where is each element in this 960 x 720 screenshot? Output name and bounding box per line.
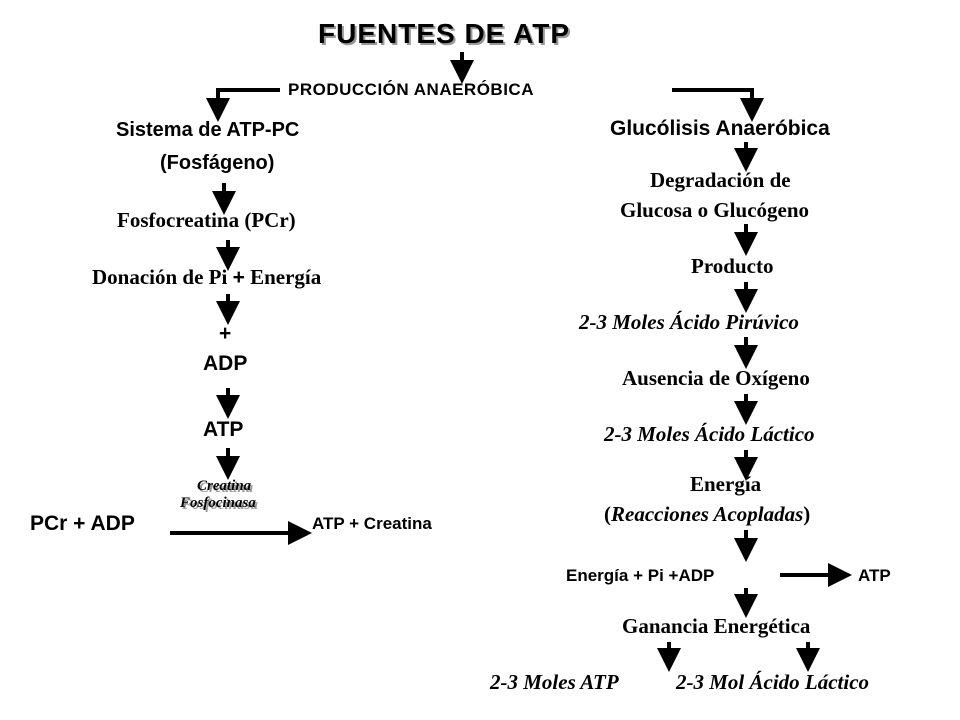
donacion-text: Donación de Pi (92, 265, 233, 289)
left-adp: ADP (203, 352, 248, 375)
donacion-plus: + (232, 266, 245, 289)
right-step-degradacion-1: Degradación de (650, 168, 791, 192)
result-moles-atp: 2-3 Moles ATP (490, 670, 619, 694)
reacciones-text: Reacciones Acopladas (611, 502, 804, 526)
donacion-energia: Energía (244, 265, 322, 289)
reaction-reactants: PCr + ADP (30, 512, 135, 535)
right-reaction-left: Energía + Pi +ADP (566, 566, 715, 585)
right-step-degradacion-2: Glucosa o Glucógeno (620, 198, 810, 222)
reaction-products: ATP + Creatina (312, 514, 432, 533)
enzyme-line2: Fosfocinasa (180, 495, 256, 511)
left-plus: + (219, 322, 232, 345)
right-step-piruvico: 2-3 Moles Ácido Pirúvico (579, 310, 799, 334)
right-step-producto: Producto (691, 254, 774, 278)
arrow-branch-left (218, 90, 280, 110)
subtitle: PRODUCCIÓN ANAERÓBICA (288, 80, 534, 99)
right-header: Glucólisis Anaeróbica (610, 117, 830, 140)
left-step-fosfocreatina: Fosfocreatina (PCr) (117, 208, 296, 232)
right-step-reacciones: (Reacciones Acopladas) (604, 502, 811, 526)
arrow-branch-right (672, 90, 752, 110)
left-atp: ATP (203, 418, 244, 441)
right-step-ausencia-oxigeno: Ausencia de Oxígeno (622, 366, 810, 390)
result-mol-acido-lactico: 2-3 Mol Ácido Láctico (676, 670, 870, 694)
left-step-donacion (92, 265, 321, 290)
right-step-ganancia: Ganancia Energética (622, 614, 811, 638)
enzyme-line1: Creatina (197, 478, 252, 494)
right-step-energia: Energía (690, 472, 762, 496)
left-header-line2: (Fosfágeno) (160, 152, 275, 174)
diagram-title: FUENTES DE ATP (318, 18, 571, 49)
right-step-lactico: 2-3 Moles Ácido Láctico (604, 422, 815, 446)
left-header-line1: Sistema de ATP-PC (116, 119, 300, 141)
right-reaction-atp: ATP (858, 566, 891, 585)
